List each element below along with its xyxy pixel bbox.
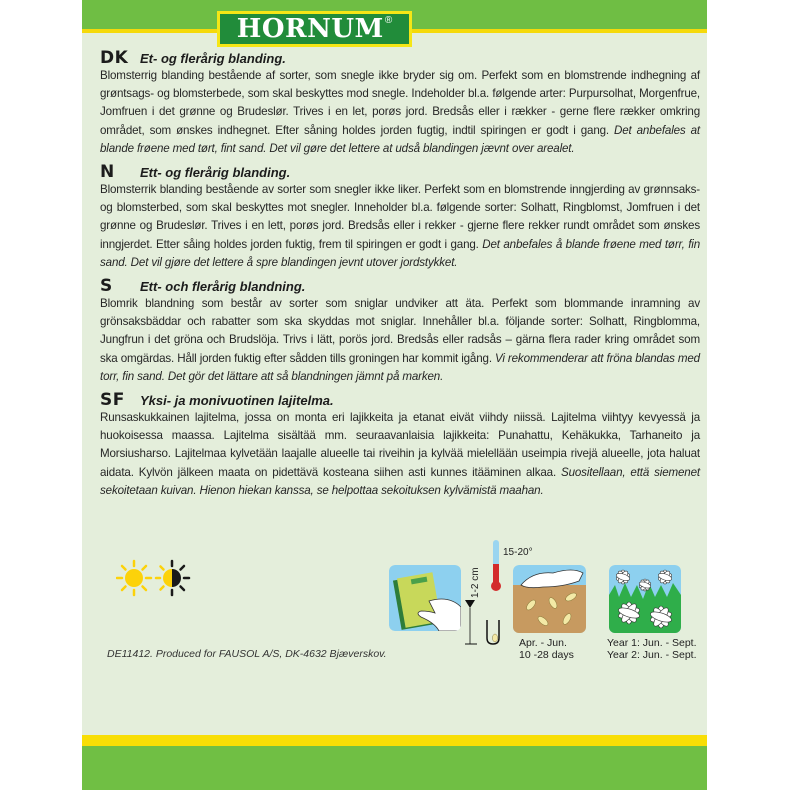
section-body: [100, 181, 700, 272]
lang-code: DK: [100, 48, 129, 68]
section-sf: [100, 390, 700, 500]
bottom-green-bar: [82, 746, 707, 790]
section-n: [100, 162, 700, 272]
full-sun-icon: [117, 561, 151, 595]
section-dk: [100, 48, 700, 158]
section-title: Ett- och flerårig blandning.: [140, 279, 306, 295]
registered-mark: ®: [384, 14, 393, 26]
body-main: Blomrik blandning som består av sorter som sniglar undviker att äta. Perfekt som blommande inramning av grönsaksbäddar och rabatter som ska skyddas mot sniglar. Innehåller bl.a. följande sorter: Solhatt, Ringblomma, Jungfrun i det gröna och Brudslöja. Trivs i lätt, porös jord. Bredsås eller radsås – gärna flera rader kring området som ska omgärdas. Håll jorden fuktig efter sådden tills groningen har kommit igång.: [100, 297, 700, 365]
section-body: [100, 409, 700, 500]
sowing-depth-thermometer-icon: [463, 540, 503, 650]
section-s: [100, 276, 700, 386]
bloom-year-1: Year 1: Jun. - Sept.: [607, 637, 697, 649]
section-title: Yksi- ja monivuotinen lajitelma.: [140, 393, 334, 409]
seed-packet-hand-icon: [389, 565, 461, 631]
description-sections: [100, 48, 700, 504]
bottom-yellow-stripe: [82, 735, 707, 746]
temperature-label: 15-20°: [503, 547, 533, 558]
body-tip: Vi rekommenderar att fröna blandas med torr, fin sand. Det gör det lättare att så blandningen jämnt på marken.: [100, 351, 700, 383]
body-main: Runsaskukkainen lajitelma, jossa on monta eri lajikkeita ja etanat eivät viihdy niissä. Lajitelma viihtyy kevyessä ja huokoisessa maassa. Lajitelma sisältää mm. seuraavanlaisia lajikkeita: Punahattu, Kehäkukka, Tarhaneito ja Morsiusharso. Lajitelmaa kylvetään laajalle alueelle tai riveihin ja kylvää mielellään useimpia rivejä alueelle, jota haluat aidata. Kylvön jälkeen maata on pidettävä kosteana siihen asti kunnes itääminen alkaa.: [100, 411, 700, 479]
body-tip: Suositellaan, että siemenet sekoitetaan kuivan. Hienon hiekan kanssa, se helpottaa sekoituksen kylvämistä maahan.: [100, 465, 700, 497]
germination-days: 10 -28 days: [519, 649, 574, 661]
hornum-logo: [217, 11, 412, 47]
section-title: Et- og flerårig blanding.: [140, 51, 286, 66]
body-tip: Det anbefales å blande frøene med tørr, fin sand. Det vil gjøre det lettere å spre blandingen jevnt utover jordstykket.: [100, 237, 700, 269]
lang-code: SF: [100, 390, 125, 411]
lang-code: S: [100, 276, 113, 297]
lang-code: N: [100, 162, 115, 183]
half-shade-icon: [156, 561, 189, 595]
bloom-year-2: Year 2: Jun. - Sept.: [607, 649, 697, 661]
section-title: Ett- og flerårig blanding.: [140, 165, 291, 181]
flowering-icon: [609, 565, 681, 633]
section-body: [100, 295, 700, 386]
logo-text: HORNUM: [236, 14, 384, 44]
body-tip: Det anbefales at blande frøene med tørt, fint sand. Det vil gøre det lettere at udså blandingen jævnt over arealet.: [100, 123, 700, 155]
section-body: [100, 67, 700, 158]
body-main: Blomsterrik blanding bestående av sorter som snegler ikke liker. Perfekt som en blomstrende inngjerding av grønnsaks- og blomsterbed, som skal beskyttes mot snegler. Inneholder bl.a. følgende sorter: Solhatt, Ringblomst, Jomfruen i det grønne og Brudeslør. Trives i en lett, porøs jord. Bredsås eller i rekker - gjerne flere rekker rundt området som ønskes inngjerdet. Etter såing holdes jorden fuktig, frem til spiringen er godt i gang.: [100, 183, 700, 251]
producer-note: DE11412. Produced for FAUSOL A/S, DK-4632 Bjæverskov.: [107, 648, 387, 660]
body-main: Blomsterrig blanding bestående af sorter, som snegle ikke bryder sig om. Perfekt som en blomstrende indhegning af grøntsags- og blomsterbede, som skal beskyttes mod snegle. Indeholder bl.a. følgende arter: Purpursolhat, Morgenfrue, Jomfruen i det grønne og Brudeslør. Trives i en let, porøs jord. Bredsås eller i rækker - gerne flere rækker omkring området, som ønskes indhegnet. Efter såning holdes jorden fugtig, indtil spiringen er godt i gang.: [100, 69, 700, 137]
sowing-period: Apr. - Jun.: [519, 637, 567, 649]
sowing-depth-label: 1-2 cm: [470, 567, 481, 598]
light-requirement-icons: [116, 558, 196, 598]
sowing-seeds-icon: [513, 565, 586, 633]
